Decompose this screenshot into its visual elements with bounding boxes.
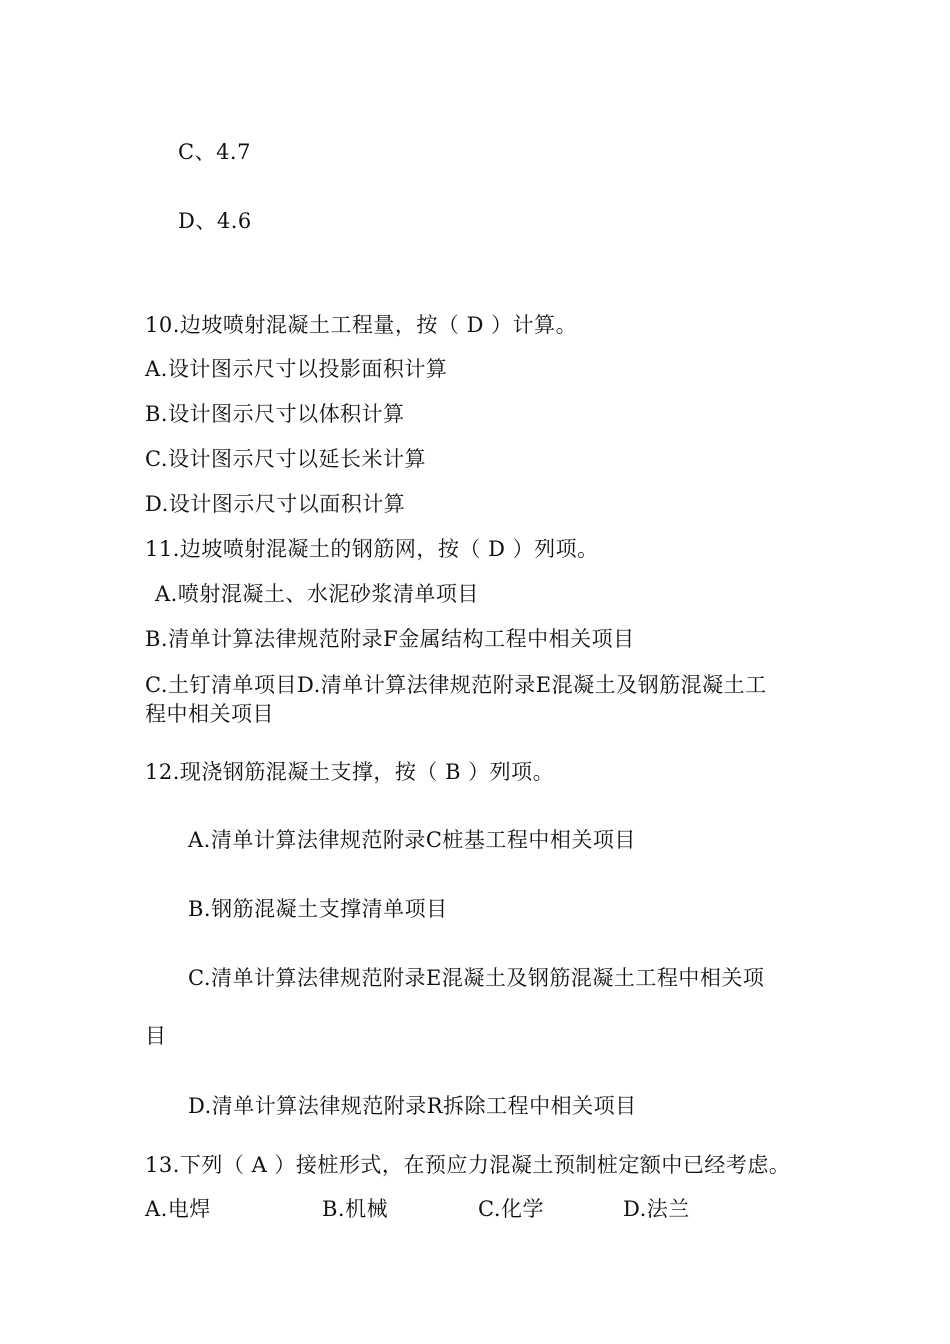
question-10-stem: 10.边坡喷射混凝土工程量，按（ D ）计算。 xyxy=(145,313,578,337)
question-10-option-c: C.设计图示尺寸以延长米计算 xyxy=(145,447,426,471)
question-10-option-d: D.设计图示尺寸以面积计算 xyxy=(145,492,406,516)
question-12-option-c-continued: 目 xyxy=(145,1024,167,1048)
question-12-option-b: B.钢筋混凝土支撑清单项目 xyxy=(188,897,448,921)
question-13-option-b: B.机械 xyxy=(322,1197,389,1221)
question-12-stem: 12.现浇钢筋混凝土支撑，按（ B ）列项。 xyxy=(145,760,555,784)
question-13-option-c: C.化学 xyxy=(478,1197,544,1221)
question-11-option-b: B.清单计算法律规范附录F金属结构工程中相关项目 xyxy=(145,627,635,651)
question-13-option-a: A.电焊 xyxy=(145,1197,211,1221)
question-11-stem: 11.边坡喷射混凝土的钢筋网，按（ D ）列项。 xyxy=(145,537,599,561)
question-11-option-c-d: C.土钉清单项目D.清单计算法律规范附录E混凝土及钢筋混凝土工 xyxy=(145,673,767,697)
question-13-option-d: D.法兰 xyxy=(623,1197,690,1221)
question-13-options xyxy=(0,1195,950,1223)
question-11-option-d-continued: 程中相关项目 xyxy=(145,702,274,726)
prev-question-option-c: C、4.7 xyxy=(178,140,251,164)
question-11-option-a: A.喷射混凝土、水泥砂浆清单项目 xyxy=(155,582,479,606)
prev-question-option-d: D、4.6 xyxy=(178,209,252,233)
question-12-option-a: A.清单计算法律规范附录C桩基工程中相关项目 xyxy=(188,828,636,852)
question-12-option-c: C.清单计算法律规范附录E混凝土及钢筋混凝土工程中相关项 xyxy=(188,966,765,990)
question-12-option-d: D.清单计算法律规范附录R拆除工程中相关项目 xyxy=(188,1094,637,1118)
question-10-option-a: A.设计图示尺寸以投影面积计算 xyxy=(145,357,448,381)
question-10-option-b: B.设计图示尺寸以体积计算 xyxy=(145,402,405,426)
question-13-stem: 13.下列（ A ）接桩形式，在预应力混凝土预制桩定额中已经考虑。 xyxy=(145,1153,791,1177)
